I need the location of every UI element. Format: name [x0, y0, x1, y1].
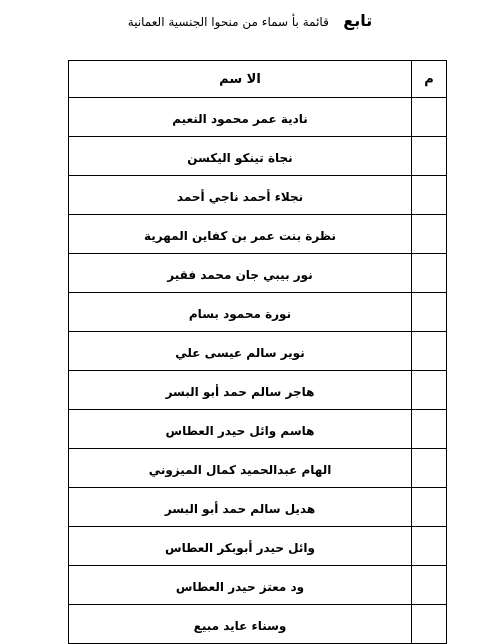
name-cell [69, 527, 412, 566]
table-row [69, 605, 447, 644]
table-row [69, 98, 447, 137]
row-number [412, 332, 447, 371]
name-cell [69, 371, 412, 410]
row-number [412, 98, 447, 137]
name-cell [69, 332, 412, 371]
name-text: وسناء عايد مبيع [193, 618, 287, 633]
table-row [69, 293, 447, 332]
name-text: نوير سالم عيسى علي [175, 345, 305, 360]
table-row [69, 488, 447, 527]
name-text: ود معتز حيدر العطاس [175, 579, 305, 594]
row-number [412, 488, 447, 527]
table-row [69, 215, 447, 254]
table-row [69, 332, 447, 371]
row-number [412, 605, 447, 644]
name-text: نجلاء أحمد ناجي أحمد [176, 189, 304, 204]
name-text: هاجر سالم حمد أبو البسر [165, 384, 315, 399]
name-cell [69, 98, 412, 137]
table-row [69, 449, 447, 488]
table-row [69, 176, 447, 215]
name-cell [69, 254, 412, 293]
row-number [412, 371, 447, 410]
row-number [412, 137, 447, 176]
row-number [412, 449, 447, 488]
table-row [69, 410, 447, 449]
table-row [69, 527, 447, 566]
table-row [69, 137, 447, 176]
name-text: هاسم وائل حيدر العطاس [165, 423, 315, 438]
name-text: نظرة بنت عمر بن كفاين المهرية [143, 228, 336, 243]
name-text: نورة محمود بسام [188, 306, 292, 321]
name-cell [69, 488, 412, 527]
name-text: نور بيبي جان محمد فقير [167, 267, 313, 282]
name-cell [69, 566, 412, 605]
name-cell [69, 410, 412, 449]
row-number [412, 293, 447, 332]
name-cell [69, 215, 412, 254]
row-number [412, 215, 447, 254]
name-text: الهام عبدالحميد كمال الميزوني [148, 462, 332, 477]
name-cell [69, 176, 412, 215]
names-table [68, 60, 447, 644]
row-number [412, 176, 447, 215]
header-name: الا سم [69, 61, 412, 98]
table-row [69, 254, 447, 293]
name-cell [69, 449, 412, 488]
table-row [69, 566, 447, 605]
page-title [0, 12, 500, 31]
name-text: وائل حيدر أبوبكر العطاس [165, 540, 315, 555]
title-prefix: تابع [343, 11, 373, 30]
table-header-row [69, 61, 447, 98]
row-number [412, 254, 447, 293]
row-number [412, 566, 447, 605]
name-cell [69, 137, 412, 176]
title-text: قائمة بأ سماء من منحوا الجنسية العمانية [127, 15, 329, 29]
row-number [412, 410, 447, 449]
name-text: نجاة تينكو اليكسن [187, 150, 293, 165]
name-cell [69, 293, 412, 332]
table-row [69, 371, 447, 410]
name-text: نادية عمر محمود النعيم [172, 111, 308, 126]
row-number [412, 527, 447, 566]
header-number: م [412, 61, 447, 98]
name-text: هديل سالم حمد أبو البسر [164, 501, 316, 516]
name-cell [69, 605, 412, 644]
